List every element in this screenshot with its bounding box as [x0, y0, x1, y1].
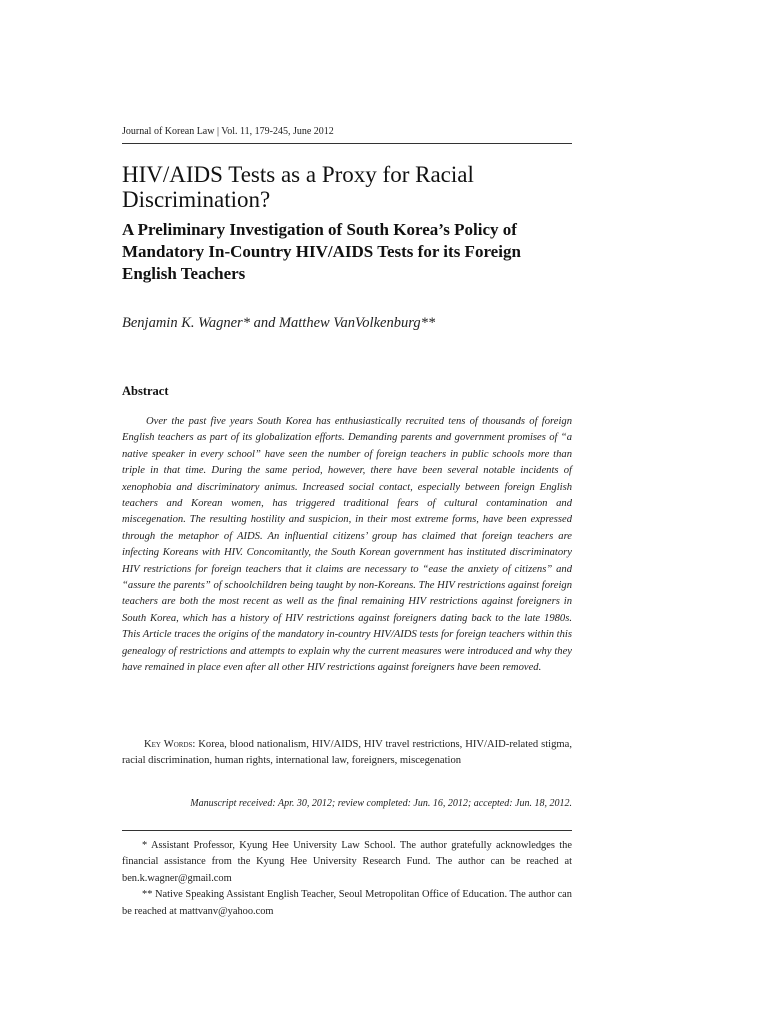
header-separator: | [214, 126, 222, 137]
article-title: HIV/AIDS Tests as a Proxy for Racial Discrimination? [122, 162, 474, 212]
journal-volume: Vol. 11, 179-245, June 2012 [221, 126, 334, 137]
footnote-1: * Assistant Professor, Kyung Hee University Law School. The author gratefully acknowledges the financial assistance from the Kyung Hee University Research Fund. The author can be reached at ben.k.wagner@gmail.com [122, 840, 572, 884]
keywords [122, 737, 572, 770]
keywords-label: Key Words: [144, 739, 196, 750]
footnotes [122, 838, 572, 920]
footnote-2: ** Native Speaking Assistant English Teacher, Seoul Metropolitan Office of Education. The author can be reached at mattvanv@yahoo.com [122, 889, 572, 917]
abstract-heading: Abstract [122, 384, 169, 398]
keywords-text: Korea, blood nationalism, HIV/AIDS, HIV travel restrictions, HIV/AID-related stigma, racial discrimination, human rights, international law, foreigners, miscegenation [122, 739, 572, 767]
abstract-body: Over the past five years South Korea has enthusiastically recruited tens of thousands of foreign English teachers as part of its globalization efforts. Demanding parents and government promises of “a native speaker in every school” have seen the number of foreign teachers in public schools more than triple in that time. During the same period, however, there have been several notable incidents of xenophobia and discriminatory animus. Increased social contact, especially between foreign English teachers and Korean women, has triggered traditional fears of cultural contamination and miscegenation. The resulting hostility and suspicion, in their most extreme forms, have been expressed through the metaphor of AIDS. An influential citizens’ group has claimed that foreign teachers are infecting Koreans with HIV. Concomitantly, the South Korean government has instituted discriminatory HIV restrictions for foreign teachers that it claims are necessary to “ease the anxiety of citizens” and “assure the parents” of schoolchildren being taught by non-Koreans. The HIV restrictions against foreign teachers are both the most recent as well as the final remaining HIV restrictions against foreigners in South Korea, which has a history of HIV restrictions against foreigners dating back to the late 1980s. This Article traces the origins of the mandatory in-country HIV/AIDS tests for foreign teachers within this genealogy of restrictions and attempts to explain why the current measures were introduced and why they have remained in place even after all other HIV restrictions against foreigners have been removed. [122, 416, 572, 674]
footnote-rule [122, 830, 572, 831]
running-header [122, 126, 572, 138]
header-rule [122, 143, 572, 144]
manuscript-dates: Manuscript received: Apr. 30, 2012; review completed: Jun. 16, 2012; accepted: Jun. 18, 2012. [190, 798, 572, 809]
article-subtitle: A Preliminary Investigation of South Korea’s Policy of Mandatory In-Country HIV/AIDS Tests for its Foreign English Teachers [122, 220, 521, 283]
author-list: Benjamin K. Wagner* and Matthew VanVolkenburg** [122, 315, 436, 331]
journal-name: Journal of Korean Law [122, 126, 215, 137]
